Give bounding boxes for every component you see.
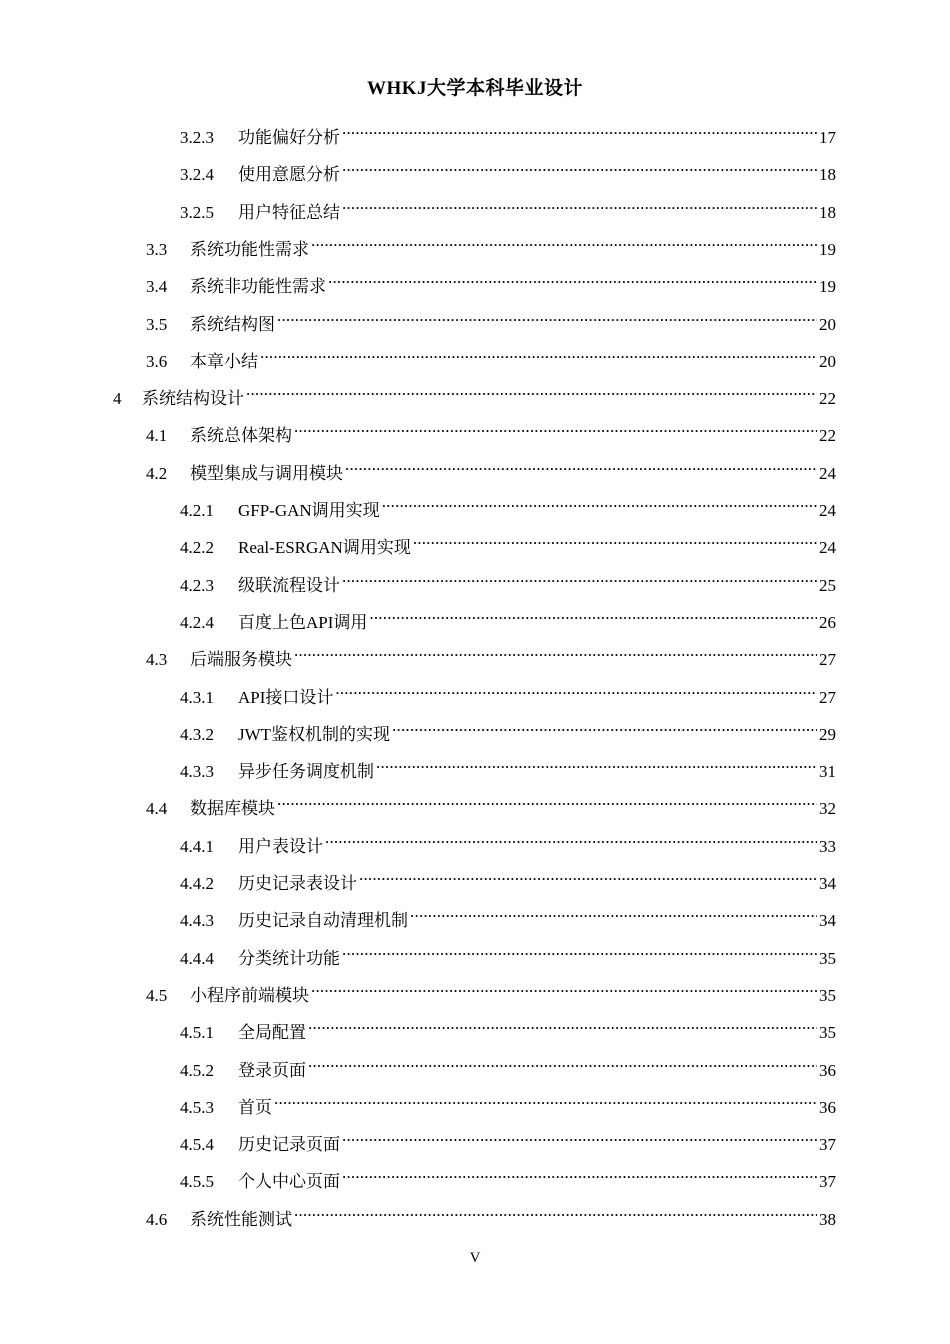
toc-entry-page: 34 <box>819 911 836 931</box>
toc-entry-page: 26 <box>819 612 836 632</box>
toc-dot-leader <box>277 784 817 814</box>
toc-entry-page: 37 <box>819 1135 836 1155</box>
toc-entry-page: 25 <box>819 575 836 595</box>
toc-entry-page: 37 <box>819 1172 836 1192</box>
toc-entry[interactable] <box>146 337 836 371</box>
toc-entry-number: 4.5.2 <box>180 1060 214 1080</box>
toc-entry[interactable] <box>180 822 836 856</box>
toc-entry-number: 4.3 <box>146 650 168 670</box>
toc-dot-leader <box>413 523 817 553</box>
toc-entry-page: 17 <box>819 128 836 147</box>
page-number: V <box>469 1250 481 1266</box>
toc-entry[interactable] <box>180 188 836 222</box>
toc-dot-leader <box>342 150 817 180</box>
toc-entry-title: 个人中心页面 <box>238 1172 340 1192</box>
toc-entry-title: API接口设计 <box>238 687 334 707</box>
toc-entry-title: 小程序前端模块 <box>190 985 309 1005</box>
toc-entry-number: 4 <box>113 389 122 409</box>
toc-entry-page: 32 <box>819 799 836 819</box>
toc-entry-page: 27 <box>819 687 836 707</box>
toc-entry-page: 18 <box>819 165 836 185</box>
header-title: WHKJ大学本科毕业设计 <box>366 78 584 99</box>
toc-entry-number: 4.4.1 <box>180 836 214 856</box>
toc-entry-number: 4.4.3 <box>180 911 214 931</box>
toc-entry-number: 4.4 <box>146 799 168 819</box>
toc-entry[interactable] <box>180 486 836 520</box>
toc-entry-number: 3.2.4 <box>180 165 214 185</box>
toc-entry-title: 全局配置 <box>238 1023 306 1043</box>
toc-entry-title: 系统结构设计 <box>142 389 244 409</box>
toc-entry-title: 分类统计功能 <box>238 948 340 968</box>
toc-dot-leader <box>342 113 817 143</box>
toc-entry[interactable] <box>146 225 836 259</box>
toc-entry[interactable] <box>180 113 836 147</box>
toc-entry[interactable] <box>146 971 836 1005</box>
toc-entry-number: 4.2.4 <box>180 612 214 632</box>
toc-dot-leader <box>345 449 817 479</box>
toc-entry[interactable] <box>180 1008 836 1043</box>
toc-entry-number: 3.4 <box>146 277 168 297</box>
toc-entry-number: 4.3.3 <box>180 762 214 782</box>
page-header <box>0 73 950 100</box>
toc-entry-title: Real-ESRGAN调用实现 <box>238 538 411 558</box>
toc-entry-title: 模型集成与调用模块 <box>190 463 343 483</box>
toc-dot-leader <box>335 673 817 703</box>
toc-entry-title: 系统性能测试 <box>190 1209 292 1229</box>
toc-entry-number: 4.4.4 <box>180 948 214 968</box>
toc-entry-title: 首页 <box>238 1097 272 1117</box>
toc-entry-title: 功能偏好分析 <box>238 128 340 147</box>
toc-entry-page: 24 <box>819 463 836 483</box>
toc-entry-page: 19 <box>819 277 836 297</box>
toc-entry-page: 35 <box>819 985 836 1005</box>
toc-entry-page: 36 <box>819 1097 836 1117</box>
toc-dot-leader <box>382 486 817 516</box>
toc-entry[interactable] <box>180 598 836 632</box>
toc-dot-leader <box>359 859 817 889</box>
toc-entry-title: 登录页面 <box>238 1060 306 1080</box>
toc-dot-leader <box>369 598 817 628</box>
toc-entry[interactable] <box>180 523 836 558</box>
toc-dot-leader <box>342 1120 817 1150</box>
toc-entry-page: 34 <box>819 874 836 893</box>
toc-entry[interactable] <box>146 262 836 297</box>
toc-entry-title: 百度上色API调用 <box>238 612 368 632</box>
toc-entry-number: 4.4.2 <box>180 874 214 893</box>
toc-entry[interactable] <box>180 1157 836 1192</box>
toc-entry-number: 4.2.3 <box>180 575 214 595</box>
toc-entry-page: 38 <box>819 1209 836 1229</box>
toc-dot-leader <box>376 747 817 777</box>
toc-entry-page: 24 <box>819 538 836 558</box>
toc-dot-leader <box>325 822 817 852</box>
toc-entry[interactable] <box>180 934 836 968</box>
toc-entry[interactable] <box>180 1083 836 1117</box>
toc-entry-title: 使用意愿分析 <box>238 165 340 185</box>
toc-entry-page: 20 <box>819 351 836 371</box>
toc-dot-leader <box>311 225 817 255</box>
toc-entry[interactable] <box>180 150 836 185</box>
toc-entry-page: 31 <box>819 762 836 782</box>
toc-entry-page: 36 <box>819 1060 836 1080</box>
toc-entry-number: 4.6 <box>146 1209 168 1229</box>
toc-entry-number: 4.5 <box>146 985 168 1005</box>
toc-entry-title: 历史记录页面 <box>238 1135 340 1155</box>
toc-dot-leader <box>294 635 817 665</box>
toc-dot-leader <box>342 188 817 218</box>
toc-entry-title: 系统总体架构 <box>190 426 292 446</box>
toc-entry-page: 27 <box>819 650 836 670</box>
toc-dot-leader <box>392 710 817 740</box>
toc-dot-leader <box>294 411 817 441</box>
toc-entry[interactable] <box>180 673 836 707</box>
toc-entry[interactable] <box>146 449 836 483</box>
toc-entry[interactable] <box>146 1195 836 1229</box>
toc-entry-title: 用户特征总结 <box>238 202 340 222</box>
toc-entry[interactable] <box>180 896 836 931</box>
toc-entry-title: 用户表设计 <box>238 836 323 856</box>
toc-entry-title: 系统非功能性需求 <box>190 277 326 297</box>
toc-dot-leader <box>277 300 817 330</box>
toc-entry-number: 4.1 <box>146 426 168 446</box>
toc-entry-title: 历史记录自动清理机制 <box>238 911 408 931</box>
toc-entry-number: 3.2.5 <box>180 202 214 222</box>
toc-entry-page: 29 <box>819 724 836 744</box>
toc-entry[interactable] <box>180 1046 836 1080</box>
toc-entry-title: 级联流程设计 <box>238 575 340 595</box>
toc-entry-page: 35 <box>819 1023 836 1043</box>
toc-entry[interactable] <box>146 300 836 334</box>
toc-entry-number: 3.2.3 <box>180 128 214 147</box>
toc-dot-leader <box>328 262 817 292</box>
toc-entry-number: 3.6 <box>146 351 168 371</box>
toc-dot-leader <box>311 971 817 1001</box>
toc-entry-page: 22 <box>819 426 836 446</box>
toc-entry-number: 4.2.2 <box>180 538 214 558</box>
toc-entry[interactable] <box>180 859 836 893</box>
toc-entry-number: 4.2 <box>146 463 168 483</box>
toc-dot-leader <box>342 561 817 591</box>
toc-entry-number: 4.5.1 <box>180 1023 214 1043</box>
toc-entry-page: 22 <box>819 389 836 409</box>
toc-entry-number: 4.5.4 <box>180 1135 214 1155</box>
toc-entry[interactable] <box>146 411 836 446</box>
toc-entry[interactable] <box>180 1120 836 1155</box>
toc-entry-page: 18 <box>819 202 836 222</box>
toc-entry-title: 历史记录表设计 <box>238 874 357 893</box>
toc-entry-number: 4.3.2 <box>180 724 214 744</box>
toc-entry[interactable] <box>146 784 836 819</box>
toc-entry[interactable] <box>113 374 836 409</box>
toc-entry-page: 35 <box>819 948 836 968</box>
toc-dot-leader <box>410 896 817 926</box>
toc-dot-leader <box>260 337 817 367</box>
toc-entry-number: 4.3.1 <box>180 687 214 707</box>
toc-entry-title: 数据库模块 <box>190 799 275 819</box>
toc-entry[interactable] <box>180 710 836 744</box>
toc-entry[interactable] <box>180 747 836 782</box>
toc-dot-leader <box>294 1195 817 1225</box>
toc-entry-title: 异步任务调度机制 <box>238 762 374 782</box>
toc-entry-title: 后端服务模块 <box>190 650 292 670</box>
toc-dot-leader <box>342 1157 817 1187</box>
toc-entry-number: 3.5 <box>146 314 168 334</box>
toc-entry[interactable] <box>180 561 836 595</box>
toc-entry-title: 系统功能性需求 <box>190 239 309 259</box>
toc-entry-number: 4.5.5 <box>180 1172 214 1192</box>
toc-entry-page: 19 <box>819 239 836 259</box>
toc-entry-title: GFP-GAN调用实现 <box>238 501 380 520</box>
toc-entry-title: JWT鉴权机制的实现 <box>238 724 391 744</box>
toc-dot-leader <box>308 1008 817 1038</box>
toc-entry-number: 4.5.3 <box>180 1097 214 1117</box>
page-footer <box>0 1250 950 1267</box>
toc-dot-leader <box>274 1083 817 1113</box>
toc-entry-title: 系统结构图 <box>190 314 275 334</box>
toc-dot-leader <box>308 1046 817 1076</box>
toc-entry[interactable] <box>146 635 836 670</box>
toc-entry-page: 20 <box>819 314 836 334</box>
toc-dot-leader <box>342 934 817 964</box>
toc-entry-page: 24 <box>819 501 836 520</box>
toc-entry-number: 3.3 <box>146 239 168 259</box>
toc-entry-number: 4.2.1 <box>180 501 214 520</box>
toc-entry-page: 33 <box>819 836 836 856</box>
toc-dot-leader <box>246 374 817 404</box>
toc-entry-title: 本章小结 <box>190 351 258 371</box>
